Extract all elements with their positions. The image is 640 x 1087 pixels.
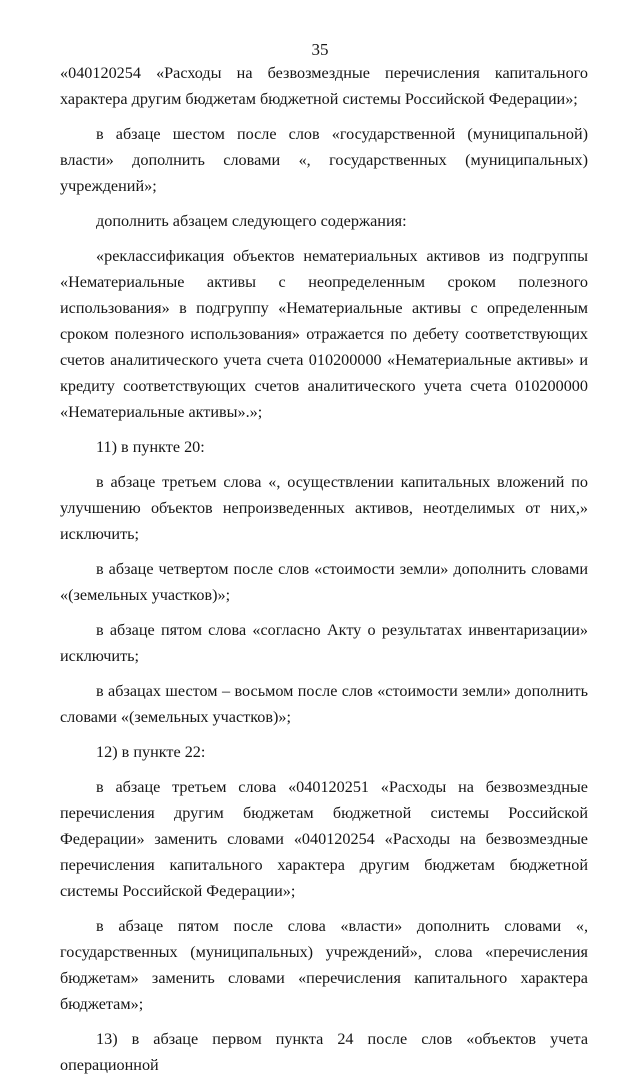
paragraph: 13) в абзаце первом пункта 24 после слов «объектов учета операционной	[60, 1030, 588, 1074]
paragraph: в абзаце четвертом после слов «стоимости земли» дополнить словами «(земельных участков)»;	[60, 560, 588, 604]
paragraph: дополнить абзацем следующего содержания:	[96, 212, 407, 230]
document-body	[60, 60, 588, 1087]
paragraph: в абзаце шестом после слов «государственной (муниципальной) власти» дополнить словами «, государственных (муниципальных) учреждений»;	[60, 125, 588, 195]
paragraph: «реклассификация объектов нематериальных активов из подгруппы «Нематериальные активы с неопределенным сроком полезного использования» в подгруппу «Нематериальные активы с определенным сроком полезного использования» отражается по дебету соответствующих счетов аналитического учета счета 010200000 «Нематериальные активы» и кредиту соответствующих счетов аналитического учета счета 010200000 «Нематериальные активы».»;	[60, 247, 588, 421]
paragraph: «040120254 «Расходы на безвозмездные перечисления капитального характера другим бюджетам бюджетной системы Российской Федерации»;	[60, 64, 588, 108]
paragraph: 11) в пункте 20:	[96, 438, 205, 456]
paragraph: в абзаце третьем слова «, осуществлении капитальных вложений по улучшению объектов непроизведенных активов, неотделимых от них,» исключить;	[60, 473, 588, 543]
paragraph: 12) в пункте 22:	[96, 743, 206, 761]
paragraph: в абзацах шестом – восьмом после слов «стоимости земли» дополнить словами «(земельных участков)»;	[60, 682, 588, 726]
paragraph: в абзаце пятом после слова «власти» дополнить словами «, государственных (муниципальных) учреждений», слова «перечисления бюджетам» заменить словами «перечисления капитального характера бюджетам»;	[60, 917, 588, 1013]
paragraph: в абзаце пятом слова «согласно Акту о результатах инвентаризации» исключить;	[60, 621, 588, 665]
paragraph: в абзаце третьем слова «040120251 «Расходы на безвозмездные перечисления другим бюджетам бюджетной системы Российской Федерации» заменить словами «040120254 «Расходы на безвозмездные перечисления капитального характера другим бюджетам бюджетной системы Российской Федерации»;	[60, 778, 588, 900]
page-number: 35	[311, 40, 329, 59]
